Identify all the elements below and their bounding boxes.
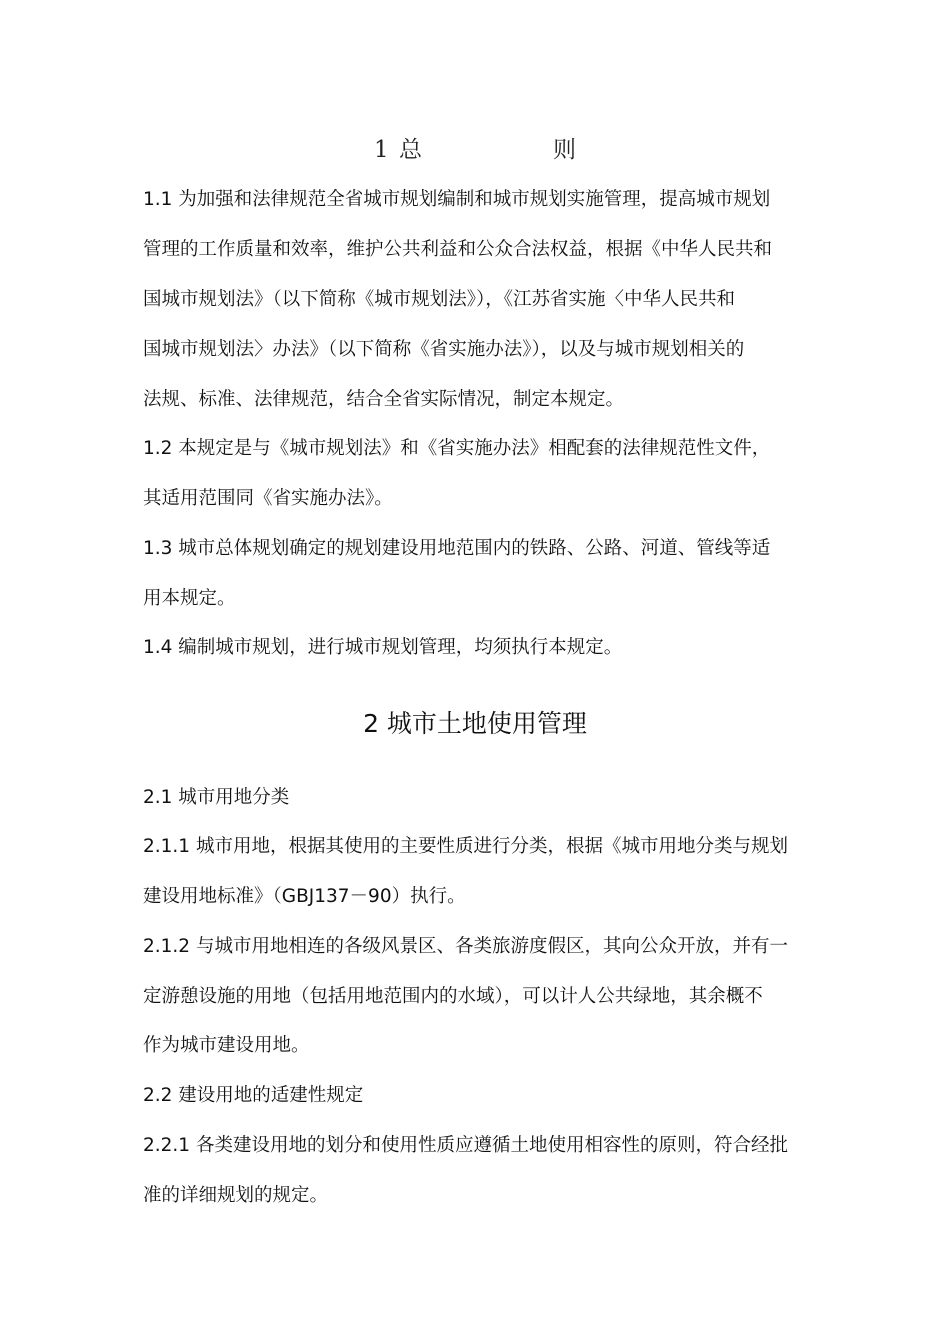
chapter-1-heading — [0, 133, 950, 167]
paragraph-line: 其适用范围同《省实施办法》。 — [143, 488, 393, 509]
paragraph-line: 2.1.1 城市用地，根据其使用的主要性质进行分类，根据《城市用地分类与规划 — [143, 836, 788, 857]
chapter-1-number: 1 — [374, 137, 389, 163]
paragraph-line: 准的详细规划的规定。 — [143, 1185, 329, 1206]
paragraph-line: 2.2 建设用地的适建性规定 — [143, 1085, 364, 1106]
paragraph-line: 作为城市建设用地。 — [143, 1035, 310, 1056]
paragraph-line: 2.1.2 与城市用地相连的各级风景区、各类旅游度假区，其向公众开放，并有一 — [143, 936, 788, 957]
paragraph-line: 法规、标准、法律规范，结合全省实际情况，制定本规定。 — [143, 389, 625, 410]
chapter-1-title-char-1: 总 — [399, 137, 422, 163]
paragraph-line: 建设用地标准》（GBJ137－90）执行。 — [143, 886, 466, 907]
paragraph-line: 1.2 本规定是与《城市规划法》和《省实施办法》相配套的法律规范性文件， — [143, 438, 771, 459]
paragraph-line: 管理的工作质量和效率，维护公共利益和公众合法权益，根据《中华人民共和 — [143, 239, 773, 260]
paragraph-line: 2.1 城市用地分类 — [143, 787, 290, 808]
chapter-1-title-char-2: 则 — [553, 137, 576, 163]
chapter-2-heading: 2 城市土地使用管理 — [363, 709, 587, 738]
paragraph-line: 1.1 为加强和法律规范全省城市规划编制和城市规划实施管理，提高城市规划 — [143, 189, 771, 210]
paragraph-line: 1.4 编制城市规划，进行城市规划管理，均须执行本规定。 — [143, 637, 623, 658]
paragraph-line: 1.3 城市总体规划确定的规划建设用地范围内的铁路、公路、河道、管线等适 — [143, 538, 771, 559]
paragraph-line: 定游憩设施的用地（包括用地范围内的水域），可以计人公共绿地，其余概不 — [143, 986, 763, 1007]
paragraph-line: 用本规定。 — [143, 588, 236, 609]
paragraph-line: 国城市规划法》（以下简称《城市规划法》），《江苏省实施〈中华人民共和 — [143, 289, 736, 310]
paragraph-line: 国城市规划法〉办法》（以下简称《省实施办法》），以及与城市规划相关的 — [143, 339, 745, 360]
paragraph-line: 2.2.1 各类建设用地的划分和使用性质应遵循土地使用相容性的原则，符合经批 — [143, 1135, 788, 1156]
